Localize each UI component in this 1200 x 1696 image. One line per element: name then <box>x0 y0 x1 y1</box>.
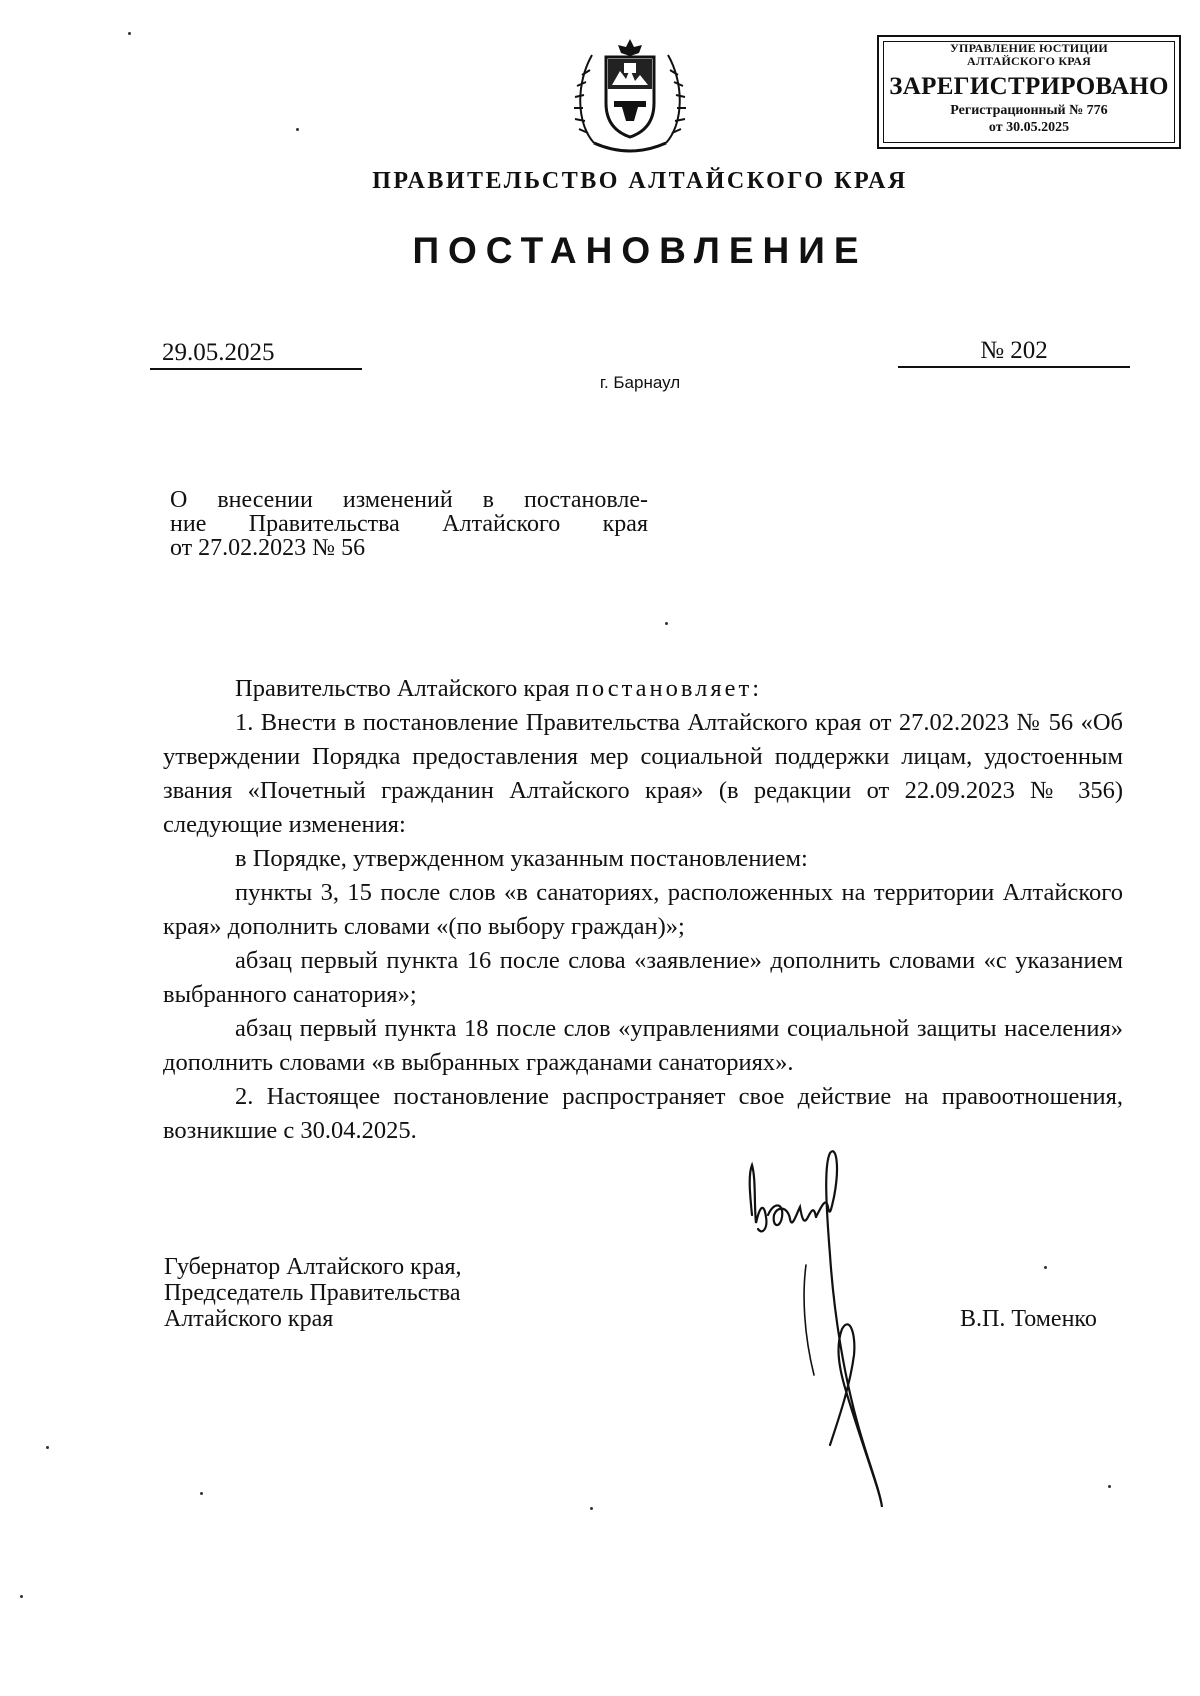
subject-line: от 27.02.2023 № 56 <box>170 535 366 561</box>
body-paragraph: пункты 3, 15 после слов «в санаториях, расположенных на территории Алтайского края» дополнить словами «(по выбору граждан)»; <box>163 879 1123 940</box>
document-subject <box>170 488 648 560</box>
coat-of-arms-emblem <box>574 33 686 161</box>
scan-speck <box>20 1595 23 1598</box>
body-paragraph: абзац первый пункта 16 после слова «заявление» дополнить словами «с указанием выбранного санатория»; <box>163 947 1123 1008</box>
signatory-position <box>164 1254 584 1332</box>
scan-speck <box>46 1446 49 1449</box>
signatory-position-line: Губернатор Алтайского края, <box>164 1254 462 1280</box>
intro-prefix: Правительство Алтайского края <box>235 675 576 702</box>
document-city: г. Барнаул <box>599 373 681 392</box>
scan-speck <box>1108 1485 1111 1488</box>
document-type: ПОСТАНОВЛЕНИЕ <box>412 230 868 271</box>
document-body <box>163 672 1123 1148</box>
body-paragraph: абзац первый пункта 18 после слов «управлениями социальной защиты населения» дополнить словами «в выбранных гражданами санаториях». <box>163 1015 1123 1076</box>
body-intro <box>163 672 1123 706</box>
stamp-reg-date: от 30.05.2025 <box>988 120 1070 135</box>
stamp-org-line2: АЛТАЙСКОГО КРАЯ <box>967 54 1091 68</box>
stamp-reg-number: Регистрационный № 776 <box>950 103 1108 118</box>
body-paragraph: 1. Внести в постановление Правительства Алтайского края от 27.02.2023 № 56 «Об утверждении Порядка предоставления мер социальной поддержки лицам, удостоенным звания «Почетный гражданин Алтайского края» (в редакции от 22.09.2023 № 356) следующие изменения: <box>163 709 1123 838</box>
scan-speck <box>296 128 299 131</box>
registration-stamp <box>877 35 1181 149</box>
government-title: ПРАВИТЕЛЬСТВО АЛТАЙСКОГО КРАЯ <box>372 168 908 194</box>
handwritten-signature <box>744 1145 934 1513</box>
document-date: 29.05.2025 <box>150 338 362 370</box>
subject-line: ние Правительства Алтайского края <box>170 511 648 537</box>
scan-speck <box>1044 1266 1047 1269</box>
body-paragraph: 2. Настоящее постановление распространяет свое действие на правоотношения, возникшие с 30.04.2025. <box>163 1083 1123 1144</box>
scan-speck <box>590 1507 593 1510</box>
intro-suffix: : <box>752 675 759 702</box>
scan-speck <box>665 622 668 625</box>
signatory-name: В.П. Томенко <box>960 1306 1097 1332</box>
body-paragraph: в Порядке, утвержденном указанным постановлением: <box>235 845 808 872</box>
scan-speck <box>200 1492 203 1495</box>
stamp-org-line1: УПРАВЛЕНИЕ ЮСТИЦИИ <box>950 41 1108 55</box>
stamp-status: ЗАРЕГИСТРИРОВАНО <box>889 73 1169 100</box>
intro-decree-word: постановляет <box>575 675 753 702</box>
signatory-position-line: Председатель Правительства <box>164 1280 461 1306</box>
document-number: № 202 <box>898 336 1130 368</box>
scan-speck <box>128 32 131 35</box>
signatory-position-line: Алтайского края <box>164 1306 334 1332</box>
subject-line: О внесении изменений в постановле- <box>170 487 648 513</box>
